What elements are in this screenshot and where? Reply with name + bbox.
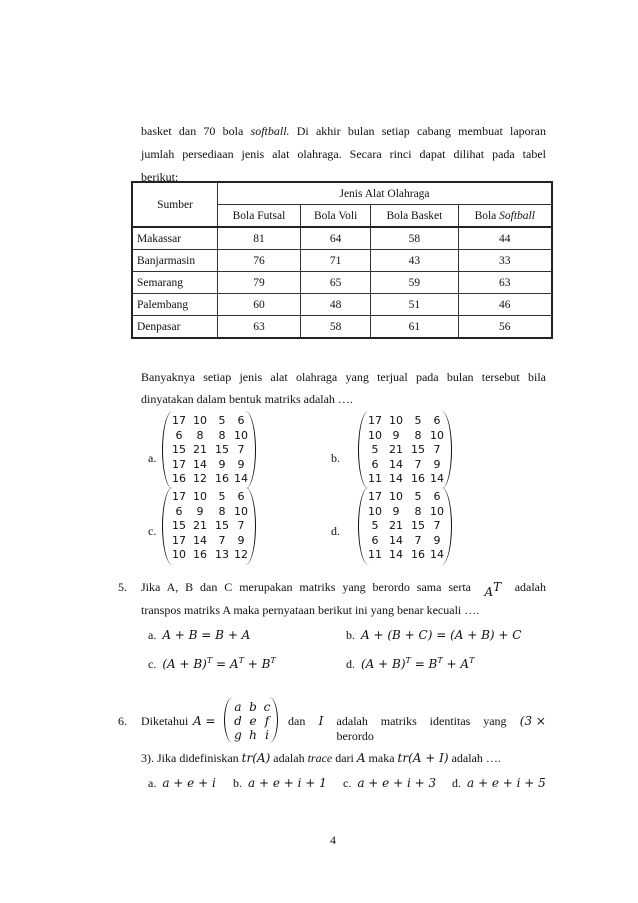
matrix-entry: 15 bbox=[215, 519, 229, 532]
matrix-entry: 21 bbox=[193, 519, 207, 532]
matrix-entry: 14 bbox=[389, 472, 403, 485]
matrix-row bbox=[169, 458, 251, 471]
matrix-entry: 6 bbox=[371, 533, 379, 547]
matrix-entry: 7 bbox=[237, 443, 245, 456]
matrix-entry: 10 bbox=[430, 504, 444, 518]
matrix-row bbox=[365, 505, 447, 518]
matrix-row bbox=[169, 414, 251, 427]
city-cell: Makassar bbox=[132, 227, 218, 250]
matrix-entry: 6 bbox=[371, 457, 379, 471]
matrix-entry: 10 bbox=[389, 414, 403, 427]
intro-line-3: berikut: bbox=[141, 170, 179, 184]
matrix-row bbox=[365, 490, 447, 503]
matrix-entry: 21 bbox=[193, 443, 207, 456]
value-cell: 65 bbox=[300, 272, 370, 294]
group-header: Jenis Alat Olahraga bbox=[218, 182, 553, 205]
matrix-entry: 5 bbox=[414, 414, 422, 427]
q5-line-1-text: Jika A, B dan C merupakan matriks yang berordo sama serta bbox=[141, 580, 471, 594]
matrix-entry: 13 bbox=[215, 548, 229, 561]
matrix-entry: 7 bbox=[433, 443, 441, 456]
value-cell: 81 bbox=[218, 227, 301, 250]
matrix-entry: 16 bbox=[215, 472, 229, 485]
q5-option-c[interactable]: c. $(A + B)^T = A^T + B^T$ bbox=[148, 656, 276, 671]
matrix-entry: 7 bbox=[237, 519, 245, 532]
value-cell: 58 bbox=[371, 227, 458, 250]
q6-line-2: 3). Jika didefiniskan tr(A) adalah trace dari A maka tr(A + I) adalah …. bbox=[141, 751, 501, 765]
matrix-entry: 14 bbox=[193, 533, 207, 547]
table-row bbox=[132, 227, 552, 250]
question-line-2: dinyatakan dalam bentuk matriks adalah …. bbox=[141, 392, 353, 406]
matrix-row bbox=[365, 458, 447, 471]
matrix-entry: 10 bbox=[430, 428, 444, 442]
matrix-entry: 15 bbox=[215, 443, 229, 456]
matrix-row bbox=[169, 505, 251, 518]
matrix-row bbox=[365, 472, 447, 485]
matrix-entry: 6 bbox=[237, 490, 245, 503]
matrix-entry: 10 bbox=[234, 504, 248, 518]
value-cell: 33 bbox=[458, 250, 552, 272]
matrix-entry: 17 bbox=[368, 414, 382, 427]
intro-line-2: jumlah persediaan jenis alat olahraga. Secara rinci dapat dilihat pada tabel bbox=[141, 147, 546, 161]
q6-matrix-name: A = bbox=[193, 714, 216, 728]
value-cell: 59 bbox=[371, 272, 458, 294]
matrix-entry: 14 bbox=[389, 533, 403, 547]
matrix-option-a[interactable] bbox=[162, 411, 256, 489]
q6-prefix: Diketahui bbox=[141, 714, 189, 728]
value-cell: 51 bbox=[371, 294, 458, 316]
q5-transpose-symbol: $A^T$ bbox=[484, 580, 502, 599]
matrix-entry: 14 bbox=[430, 472, 444, 485]
value-cell: 44 bbox=[458, 227, 552, 250]
matrix-row bbox=[365, 414, 447, 427]
matrix-entry: 10 bbox=[368, 504, 382, 518]
q6-option-b[interactable]: b. a + e + i + 1 bbox=[233, 776, 327, 790]
matrix-entry: 9 bbox=[237, 457, 245, 471]
matrix-entry: 10 bbox=[193, 490, 207, 503]
matrix-entry: 17 bbox=[172, 490, 186, 503]
matrix-row bbox=[169, 472, 251, 485]
q5-line-1-end: adalah bbox=[514, 580, 546, 594]
q5-option-b[interactable]: b. A + (B + C) = (A + B) + C bbox=[346, 628, 522, 642]
matrix-row bbox=[365, 443, 447, 456]
matrix-entry: 9 bbox=[196, 504, 204, 518]
matrix-row bbox=[365, 519, 447, 532]
value-cell: 76 bbox=[218, 250, 301, 272]
value-cell: 56 bbox=[458, 316, 552, 339]
matrix-option-label[interactable]: d. bbox=[331, 524, 340, 538]
value-cell: 63 bbox=[218, 316, 301, 339]
matrix-row bbox=[169, 548, 251, 561]
matrix-entry: 14 bbox=[234, 472, 248, 485]
matrix-entry: 17 bbox=[172, 533, 186, 547]
value-cell: 71 bbox=[300, 250, 370, 272]
source-header: Sumber bbox=[132, 182, 218, 227]
matrix-entry: 8 bbox=[196, 428, 204, 442]
matrix-entry: 5 bbox=[218, 414, 226, 427]
matrix-entry: 12 bbox=[234, 548, 248, 561]
matrix-entry: 5 bbox=[371, 519, 379, 532]
value-cell: 43 bbox=[371, 250, 458, 272]
matrix-row bbox=[169, 519, 251, 532]
matrix-entry: 10 bbox=[368, 428, 382, 442]
matrix-entry: 12 bbox=[193, 472, 207, 485]
matrix-row bbox=[169, 490, 251, 503]
matrix-entry: 21 bbox=[389, 443, 403, 456]
matrix-entry: 6 bbox=[175, 428, 183, 442]
column-header: Bola Basket bbox=[371, 205, 458, 228]
city-cell: Banjarmasin bbox=[132, 250, 218, 272]
table-row bbox=[132, 250, 552, 272]
column-header: Bola Softball bbox=[458, 205, 552, 228]
matrix-entry: 8 bbox=[218, 504, 226, 518]
table-row bbox=[132, 294, 552, 316]
value-cell: 64 bbox=[300, 227, 370, 250]
matrix-entry: 8 bbox=[414, 504, 422, 518]
matrix-row bbox=[169, 534, 251, 547]
matrix-option-label[interactable]: a. bbox=[148, 451, 157, 465]
matrix-row bbox=[169, 443, 251, 456]
matrix-entry: 10 bbox=[234, 428, 248, 442]
matrix-row bbox=[365, 429, 447, 442]
q5-option-d[interactable]: d. $(A + B)^T = B^T + A^T$ bbox=[346, 656, 475, 671]
matrix-entry: 5 bbox=[414, 490, 422, 503]
value-cell: 48 bbox=[300, 294, 370, 316]
matrix-entry: 7 bbox=[414, 533, 422, 547]
q5-number: 5. bbox=[118, 580, 127, 594]
column-header: Bola Futsal bbox=[218, 205, 301, 228]
matrix-entry: 11 bbox=[368, 472, 382, 485]
matrix-entry: 17 bbox=[172, 457, 186, 471]
matrix-entry: 9 bbox=[433, 533, 441, 547]
value-cell: 60 bbox=[218, 294, 301, 316]
matrix-entry: 9 bbox=[433, 457, 441, 471]
matrix-entry: 10 bbox=[389, 490, 403, 503]
city-cell: Denpasar bbox=[132, 316, 218, 339]
city-cell: Semarang bbox=[132, 272, 218, 294]
matrix-entry: 15 bbox=[172, 519, 186, 532]
matrix-A: a b c d e f g h i bbox=[224, 697, 278, 743]
matrix-option-c[interactable] bbox=[162, 487, 256, 565]
column-header: Bola Voli bbox=[300, 205, 370, 228]
city-cell: Palembang bbox=[132, 294, 218, 316]
matrix-option-b[interactable] bbox=[358, 411, 452, 489]
matrix-entry: 21 bbox=[389, 519, 403, 532]
q6-option-a[interactable]: a. a + e + i bbox=[148, 776, 216, 790]
matrix-option-d[interactable] bbox=[358, 487, 452, 565]
matrix-entry: 5 bbox=[218, 490, 226, 503]
matrix-entry: 9 bbox=[392, 504, 400, 518]
matrix-row bbox=[365, 534, 447, 547]
value-cell: 46 bbox=[458, 294, 552, 316]
matrix-entry: 9 bbox=[237, 533, 245, 547]
intro-line-1: basket dan 70 bola softball. Di akhir bulan setiap cabang membuat laporan bbox=[141, 124, 546, 138]
matrix-entry: 6 bbox=[237, 414, 245, 427]
matrix-entry: 7 bbox=[414, 457, 422, 471]
matrix-entry: 7 bbox=[433, 519, 441, 532]
matrix-entry: 10 bbox=[193, 414, 207, 427]
matrix-row bbox=[169, 429, 251, 442]
matrix-entry: 14 bbox=[193, 457, 207, 471]
matrix-entry: 6 bbox=[175, 504, 183, 518]
matrix-entry: 16 bbox=[411, 548, 425, 561]
q6-number: 6. bbox=[118, 714, 127, 728]
q6-option-d[interactable]: d. a + e + i + 5 bbox=[452, 776, 546, 790]
page-number: 4 bbox=[330, 833, 336, 847]
matrix-entry: 6 bbox=[433, 414, 441, 427]
matrix-entry: 16 bbox=[172, 472, 186, 485]
matrix-entry: 10 bbox=[172, 548, 186, 561]
table-row bbox=[132, 272, 552, 294]
matrix-entry: 7 bbox=[218, 533, 226, 547]
value-cell: 79 bbox=[218, 272, 301, 294]
matrix-entry: 16 bbox=[193, 548, 207, 561]
matrix-entry: 11 bbox=[368, 548, 382, 561]
matrix-entry: 15 bbox=[172, 443, 186, 456]
matrix-entry: 8 bbox=[414, 428, 422, 442]
matrix-entry: 15 bbox=[411, 519, 425, 532]
table-row bbox=[132, 316, 552, 339]
matrix-entry: 8 bbox=[218, 428, 226, 442]
q5-line-1 bbox=[141, 580, 546, 600]
matrix-entry: 15 bbox=[411, 443, 425, 456]
matrix-entry: 5 bbox=[371, 443, 379, 456]
value-cell: 58 bbox=[300, 316, 370, 339]
matrix-entry: 17 bbox=[368, 490, 382, 503]
matrix-entry: 6 bbox=[433, 490, 441, 503]
q5-line-2: transpos matriks A maka pernyataan berikut ini yang benar kecuali …. bbox=[141, 603, 480, 617]
matrix-entry: 9 bbox=[218, 457, 226, 471]
value-cell: 63 bbox=[458, 272, 552, 294]
q6-line-1-rest: dan I adalah matriks identitas yang berordo (3 × bbox=[288, 714, 546, 743]
value-cell: 61 bbox=[371, 316, 458, 339]
matrix-entry: 9 bbox=[392, 428, 400, 442]
matrix-option-label[interactable]: c. bbox=[148, 524, 157, 538]
sports-equipment-table bbox=[131, 181, 553, 339]
matrix-entry: 14 bbox=[389, 457, 403, 471]
matrix-entry: 14 bbox=[430, 548, 444, 561]
matrix-entry: 14 bbox=[389, 548, 403, 561]
question-line-1: Banyaknya setiap jenis alat olahraga yang terjual pada bulan tersebut bila bbox=[141, 370, 546, 384]
matrix-entry: 17 bbox=[172, 414, 186, 427]
q6-option-c[interactable]: c. a + e + i + 3 bbox=[343, 776, 437, 790]
matrix-option-label[interactable]: b. bbox=[331, 451, 340, 465]
matrix-entry: 16 bbox=[411, 472, 425, 485]
matrix-row bbox=[365, 548, 447, 561]
q5-option-a[interactable]: a. A + B = B + A bbox=[148, 628, 251, 642]
